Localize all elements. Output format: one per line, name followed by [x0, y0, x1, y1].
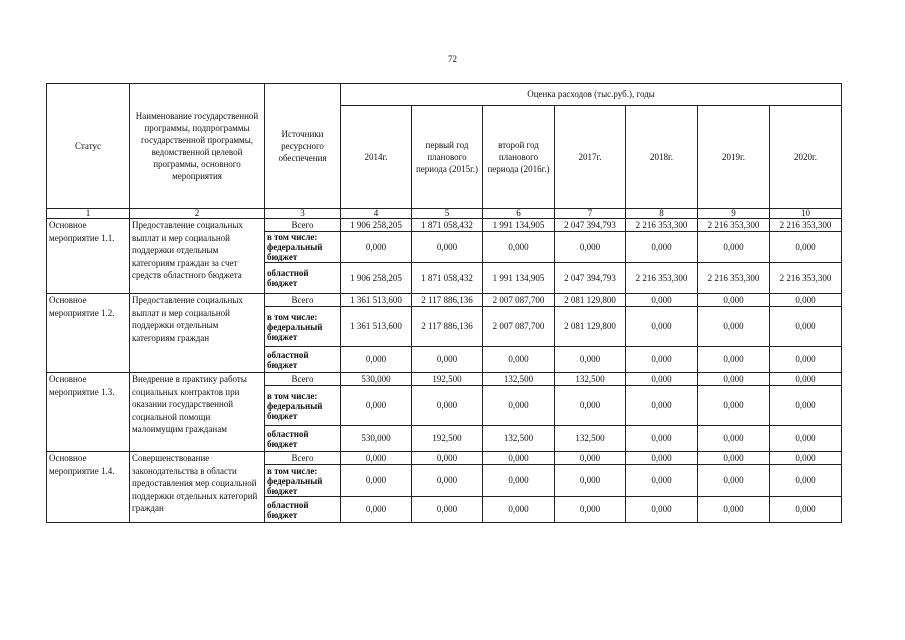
value-cell: 0,000 — [412, 347, 483, 373]
source-label-total: Всего — [265, 294, 341, 307]
value-cell: 2 047 394,793 — [555, 219, 626, 232]
value-cell: 2 216 353,300 — [770, 263, 842, 294]
year-2016: второй год планового периода (2016г.) — [483, 106, 555, 209]
column-number: 2 — [130, 209, 265, 219]
column-number: 3 — [265, 209, 341, 219]
value-cell: 0,000 — [698, 294, 770, 307]
value-cell: 192,500 — [412, 426, 483, 452]
value-cell: 0,000 — [626, 386, 698, 426]
measure-row-total — [47, 373, 842, 386]
header-status: Статус — [47, 84, 130, 209]
value-cell: 132,500 — [555, 373, 626, 386]
source-label-federal: в том числе: федеральный бюджет — [265, 307, 341, 347]
year-2015: первый год планового периода (2015г.) — [412, 106, 483, 209]
value-cell: 0,000 — [770, 426, 842, 452]
value-cell: 0,000 — [483, 232, 555, 263]
value-cell: 0,000 — [341, 465, 412, 497]
column-numbers-row — [47, 209, 842, 219]
value-cell: 2 007 087,700 — [483, 294, 555, 307]
value-cell: 0,000 — [770, 347, 842, 373]
value-cell: 0,000 — [555, 386, 626, 426]
value-cell: 1 991 134,905 — [483, 219, 555, 232]
column-number: 8 — [626, 209, 698, 219]
source-label-total: Всего — [265, 373, 341, 386]
value-cell: 2 117 886,136 — [412, 294, 483, 307]
value-cell: 0,000 — [626, 426, 698, 452]
measure-row-total — [47, 294, 842, 307]
value-cell: 0,000 — [626, 497, 698, 523]
year-2017: 2017г. — [555, 106, 626, 209]
header-name: Наименование государственной программы, подпрограммы государственной программы, ведомственной целевой программы, основного мероприятия — [130, 84, 265, 209]
value-cell: 132,500 — [555, 426, 626, 452]
budget-table — [46, 83, 842, 523]
value-cell: 0,000 — [412, 386, 483, 426]
source-label-federal: в том числе: федеральный бюджет — [265, 465, 341, 497]
value-cell: 0,000 — [626, 347, 698, 373]
value-cell: 530,000 — [341, 373, 412, 386]
measure-status: Основное мероприятие 1.3. — [47, 373, 130, 452]
value-cell: 2 081 129,800 — [555, 294, 626, 307]
page-number: 72 — [448, 54, 457, 64]
value-cell: 0,000 — [770, 465, 842, 497]
value-cell: 0,000 — [770, 497, 842, 523]
value-cell: 0,000 — [698, 373, 770, 386]
year-2020: 2020г. — [770, 106, 842, 209]
column-number: 1 — [47, 209, 130, 219]
value-cell: 132,500 — [483, 426, 555, 452]
value-cell: 2 216 353,300 — [626, 263, 698, 294]
source-label-total: Всего — [265, 219, 341, 232]
value-cell: 0,000 — [555, 232, 626, 263]
value-cell: 0,000 — [341, 386, 412, 426]
value-cell: 0,000 — [555, 347, 626, 373]
column-number: 7 — [555, 209, 626, 219]
value-cell: 2 047 394,793 — [555, 263, 626, 294]
value-cell: 0,000 — [412, 452, 483, 465]
measure-name: Совершенствование законодательства в области предоставления мер социальной поддержки отдельных категорий граждан — [130, 452, 265, 523]
value-cell: 0,000 — [770, 307, 842, 347]
value-cell: 1 871 058,432 — [412, 219, 483, 232]
value-cell: 0,000 — [626, 294, 698, 307]
source-label-regional: областной бюджет — [265, 497, 341, 523]
value-cell: 0,000 — [770, 386, 842, 426]
column-number: 5 — [412, 209, 483, 219]
column-number: 9 — [698, 209, 770, 219]
value-cell: 0,000 — [483, 347, 555, 373]
value-cell: 2 216 353,300 — [626, 219, 698, 232]
year-2019: 2019г. — [698, 106, 770, 209]
measure-name: Предоставление социальных выплат и мер социальной поддержки отдельным категориям граждан — [130, 294, 265, 373]
value-cell: 0,000 — [341, 347, 412, 373]
value-cell: 2 216 353,300 — [698, 219, 770, 232]
source-label-regional: областной бюджет — [265, 347, 341, 373]
value-cell: 1 871 058,432 — [412, 263, 483, 294]
value-cell: 0,000 — [698, 347, 770, 373]
value-cell: 0,000 — [626, 373, 698, 386]
year-2014: 2014г. — [341, 106, 412, 209]
value-cell: 0,000 — [698, 307, 770, 347]
value-cell: 0,000 — [555, 465, 626, 497]
value-cell: 1 361 513,600 — [341, 294, 412, 307]
measure-name: Предоставление социальных выплат и мер социальной поддержки отдельным категориям граждан за счет средств областного бюджета — [130, 219, 265, 294]
value-cell: 132,500 — [483, 373, 555, 386]
column-number: 10 — [770, 209, 842, 219]
measure-status: Основное мероприятие 1.2. — [47, 294, 130, 373]
column-number: 6 — [483, 209, 555, 219]
value-cell: 0,000 — [770, 373, 842, 386]
value-cell: 0,000 — [770, 452, 842, 465]
value-cell: 0,000 — [698, 426, 770, 452]
source-label-regional: областной бюджет — [265, 426, 341, 452]
value-cell: 2 007 087,700 — [483, 307, 555, 347]
value-cell: 0,000 — [341, 497, 412, 523]
header-expenses: Оценка расходов (тыс.руб.), годы — [341, 84, 842, 106]
header-row — [47, 84, 842, 106]
source-label-federal: в том числе: федеральный бюджет — [265, 232, 341, 263]
measure-name: Внедрение в практику работы социальных контрактов при оказании государственной социальной помощи малоимущим гражданам — [130, 373, 265, 452]
source-label-federal: в том числе: федеральный бюджет — [265, 386, 341, 426]
value-cell: 2 117 886,136 — [412, 307, 483, 347]
value-cell: 0,000 — [698, 452, 770, 465]
value-cell: 192,500 — [412, 373, 483, 386]
value-cell: 0,000 — [698, 386, 770, 426]
value-cell: 2 216 353,300 — [770, 219, 842, 232]
value-cell: 0,000 — [483, 452, 555, 465]
header-sources: Источники ресурсного обеспечения — [265, 84, 341, 209]
value-cell: 0,000 — [483, 386, 555, 426]
value-cell: 0,000 — [483, 465, 555, 497]
value-cell: 0,000 — [626, 232, 698, 263]
value-cell: 0,000 — [412, 465, 483, 497]
value-cell: 0,000 — [412, 497, 483, 523]
value-cell: 2 216 353,300 — [698, 263, 770, 294]
value-cell: 0,000 — [626, 452, 698, 465]
year-2018: 2018г. — [626, 106, 698, 209]
value-cell: 1 991 134,905 — [483, 263, 555, 294]
value-cell: 0,000 — [698, 497, 770, 523]
value-cell: 0,000 — [412, 232, 483, 263]
value-cell: 2 081 129,800 — [555, 307, 626, 347]
source-label-regional: областной бюджет — [265, 263, 341, 294]
measure-status: Основное мероприятие 1.1. — [47, 219, 130, 294]
measure-status: Основное мероприятие 1.4. — [47, 452, 130, 523]
source-label-total: Всего — [265, 452, 341, 465]
value-cell: 0,000 — [770, 294, 842, 307]
value-cell: 0,000 — [698, 232, 770, 263]
value-cell: 0,000 — [626, 465, 698, 497]
measure-row-total — [47, 219, 842, 232]
value-cell: 0,000 — [555, 452, 626, 465]
value-cell: 0,000 — [341, 232, 412, 263]
value-cell: 0,000 — [698, 465, 770, 497]
value-cell: 1 906 258,205 — [341, 219, 412, 232]
column-number: 4 — [341, 209, 412, 219]
value-cell: 0,000 — [770, 232, 842, 263]
value-cell: 530,000 — [341, 426, 412, 452]
value-cell: 0,000 — [555, 497, 626, 523]
value-cell: 1 361 513,600 — [341, 307, 412, 347]
value-cell: 1 906 258,205 — [341, 263, 412, 294]
measure-row-total — [47, 452, 842, 465]
value-cell: 0,000 — [626, 307, 698, 347]
value-cell: 0,000 — [341, 452, 412, 465]
value-cell: 0,000 — [483, 497, 555, 523]
